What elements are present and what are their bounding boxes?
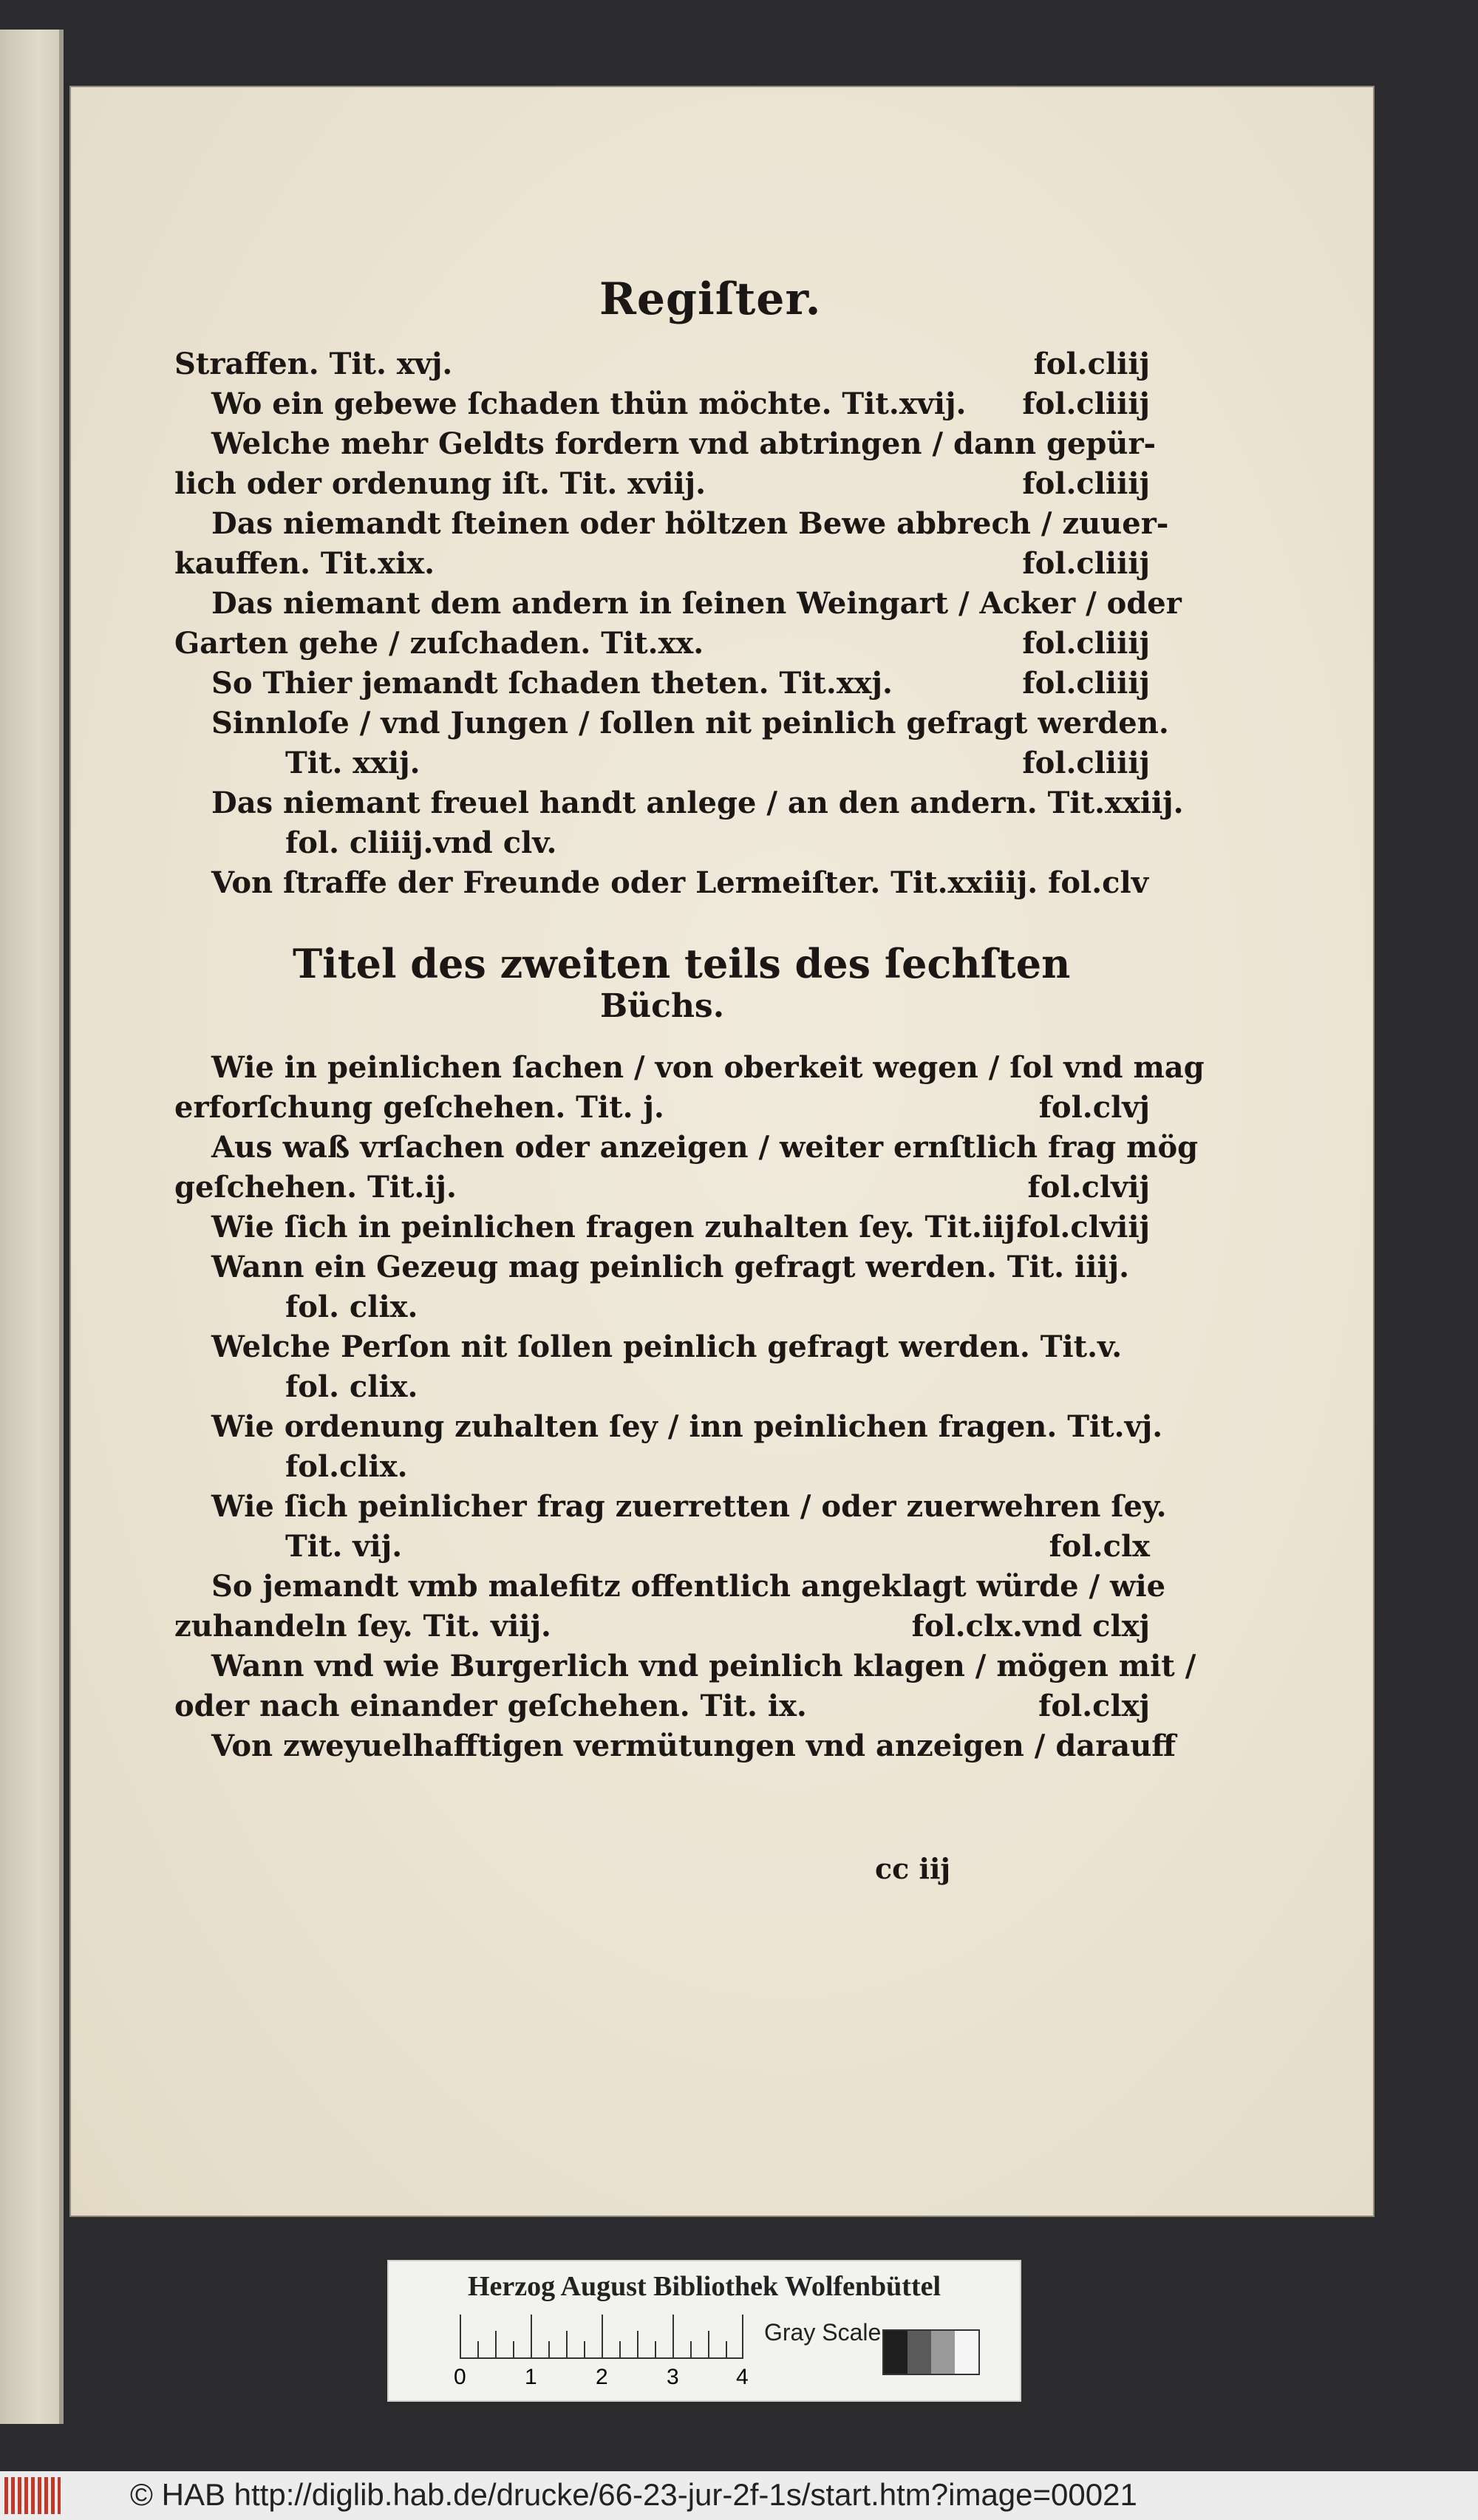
- ruler-tick: [742, 2315, 743, 2357]
- copyright-url[interactable]: © HAB http://diglib.hab.de/drucke/66-23-jur-2f-1s/start.htm?image=00021: [130, 2477, 1137, 2512]
- register-entry: Aus waß vrſachen oder anzeigen / weiter ernſtlich frag mög: [211, 1130, 1199, 1165]
- register-entry: fol.clix.: [285, 1449, 408, 1484]
- ruler-tick: [460, 2315, 461, 2357]
- ruler-number: 3: [667, 2365, 679, 2389]
- register-entry: Von ſtraffe der Freunde oder Lermeiſter. Tit.xxiiij. fol.clv: [211, 865, 1148, 900]
- ruler-tick: [690, 2341, 692, 2357]
- scale-ruler: [460, 2315, 743, 2359]
- swatch-dark-gray: [907, 2331, 931, 2374]
- folio-ref: fol.cliiij: [1022, 666, 1150, 701]
- register-entry: Welche Perſon nit ſollen peinlich gefragt werden. Tit.v.: [211, 1329, 1123, 1364]
- swatch-white: [955, 2331, 978, 2374]
- folio-ref: fol.cliiij: [1022, 386, 1150, 421]
- signature-mark: cc iij: [875, 1852, 951, 1885]
- ruler-tick: [655, 2341, 656, 2357]
- register-entry: Wann vnd wie Burgerlich vnd peinlich klagen / mögen mit /: [211, 1649, 1196, 1683]
- register-entry: Das niemant freuel handt anlege / an den andern. Tit.xxiij.: [211, 786, 1184, 820]
- book-page: [71, 87, 1373, 2216]
- register-entry: Das niemant dem andern in ſeinen Weingart / Acker / oder: [211, 586, 1182, 621]
- page-heading: Regiſter.: [599, 273, 822, 325]
- ruler-tick: [708, 2331, 709, 2357]
- section-title-continued: Büchs.: [599, 987, 725, 1025]
- register-entry: Das niemandt ſteinen oder höltzen Bewe abbrech / zuuer-: [211, 506, 1169, 541]
- ruler-tick: [602, 2315, 603, 2357]
- register-entry: Sinnloſe / vnd Jungen / ſollen nit peinlich gefragt werden.: [211, 706, 1169, 740]
- register-entry: Welche mehr Geldts fordern vnd abtringen / dann gepür-: [211, 426, 1157, 461]
- ruler-tick: [566, 2331, 568, 2357]
- register-entry: Straffen. Tit. xvj.: [174, 347, 453, 381]
- ruler-tick: [477, 2341, 479, 2357]
- gray-scale-swatches: [882, 2329, 980, 2375]
- swatch-black: [884, 2331, 907, 2374]
- register-entry: Tit. xxij.: [285, 746, 420, 780]
- ruler-number: 4: [736, 2365, 749, 2389]
- ruler-number: 2: [596, 2365, 608, 2389]
- register-entry: So jemandt vmb malefitz offentlich angeklagt würde / wie: [211, 1569, 1166, 1604]
- register-entry: lich oder ordenung iſt. Tit. xviij.: [174, 466, 706, 501]
- register-text: [71, 87, 1373, 2216]
- folio-ref: fol.clx.vnd clxj: [911, 1609, 1150, 1644]
- gray-scale-label: Gray Scale: [764, 2319, 882, 2346]
- register-entry: Wie ſich peinlicher frag zuerretten / oder zuerwehren ſey.: [211, 1489, 1167, 1524]
- register-entry: Wie ſich in peinlichen fragen zuhalten ſey. Tit.iij.: [211, 1210, 1026, 1244]
- ruler-tick: [619, 2341, 621, 2357]
- folio-ref: fol.clvij: [1027, 1170, 1150, 1205]
- footer-bar: [0, 2471, 1478, 2520]
- register-entry: fol. clix.: [285, 1290, 418, 1324]
- register-entry: geſchehen. Tit.ij.: [174, 1170, 457, 1205]
- folio-ref: fol.clx: [1049, 1529, 1150, 1564]
- folio-ref: fol.cliiij: [1022, 746, 1150, 780]
- ruler-tick: [531, 2315, 532, 2357]
- register-entry: erforſchung geſchehen. Tit. j.: [174, 1090, 664, 1125]
- register-entry: kauffen. Tit.xix.: [174, 546, 435, 581]
- register-entry: Tit. vij.: [285, 1529, 403, 1564]
- folio-ref: fol.clvj: [1038, 1090, 1150, 1125]
- ruler-number: 1: [525, 2365, 537, 2389]
- register-entry: oder nach einander geſchehen. Tit. ix.: [174, 1689, 807, 1723]
- adjacent-page-edge: [0, 30, 64, 2424]
- register-entry: Von zweyuelhafftigen vermütungen vnd anzeigen / darauff: [211, 1729, 1176, 1763]
- register-entry: Garten gehe / zuſchaden. Tit.xx.: [174, 626, 704, 661]
- register-entry: Wann ein Gezeug mag peinlich gefragt werden. Tit. iiij.: [211, 1250, 1130, 1284]
- library-name: Herzog August Bibliothek Wolfenbüttel: [467, 2271, 941, 2302]
- ruler-tick: [513, 2341, 514, 2357]
- ruler-tick: [548, 2341, 550, 2357]
- swatch-light-gray: [931, 2331, 955, 2374]
- register-entry: So Thier jemandt ſchaden theten. Tit.xxj.: [211, 666, 893, 701]
- ruler-tick: [495, 2331, 497, 2357]
- folio-ref: fol.clviij: [1016, 1210, 1150, 1244]
- folio-ref: fol.clxj: [1038, 1689, 1150, 1723]
- ruler-number: 0: [454, 2365, 466, 2389]
- folio-ref: fol.cliiij: [1022, 626, 1150, 661]
- hab-logo-icon: [4, 2477, 61, 2514]
- ruler-tick: [637, 2331, 638, 2357]
- ruler-tick: [584, 2341, 585, 2357]
- register-entry: Wie ordenung zuhalten ſey / inn peinlichen fragen. Tit.vj.: [211, 1409, 1163, 1444]
- ruler-tick: [726, 2341, 727, 2357]
- section-title: Titel des zweiten teils des ſechſten: [293, 940, 1071, 987]
- calibration-card: [387, 2260, 1021, 2402]
- ruler-tick: [672, 2315, 674, 2357]
- folio-ref: fol.cliij: [1033, 347, 1150, 381]
- register-entry: Wie in peinlichen ſachen / von oberkeit wegen / ſol vnd mag: [211, 1050, 1205, 1085]
- folio-ref: fol.cliiij: [1022, 546, 1150, 581]
- register-entry: Wo ein gebewe ſchaden thün möchte. Tit.xvij.: [211, 386, 967, 421]
- folio-ref: fol.cliiij: [1022, 466, 1150, 501]
- register-entry: zuhandeln ſey. Tit. viij.: [174, 1609, 551, 1644]
- register-entry: fol. clix.: [285, 1369, 418, 1404]
- register-entry: fol. cliiij.vnd clv.: [285, 825, 557, 860]
